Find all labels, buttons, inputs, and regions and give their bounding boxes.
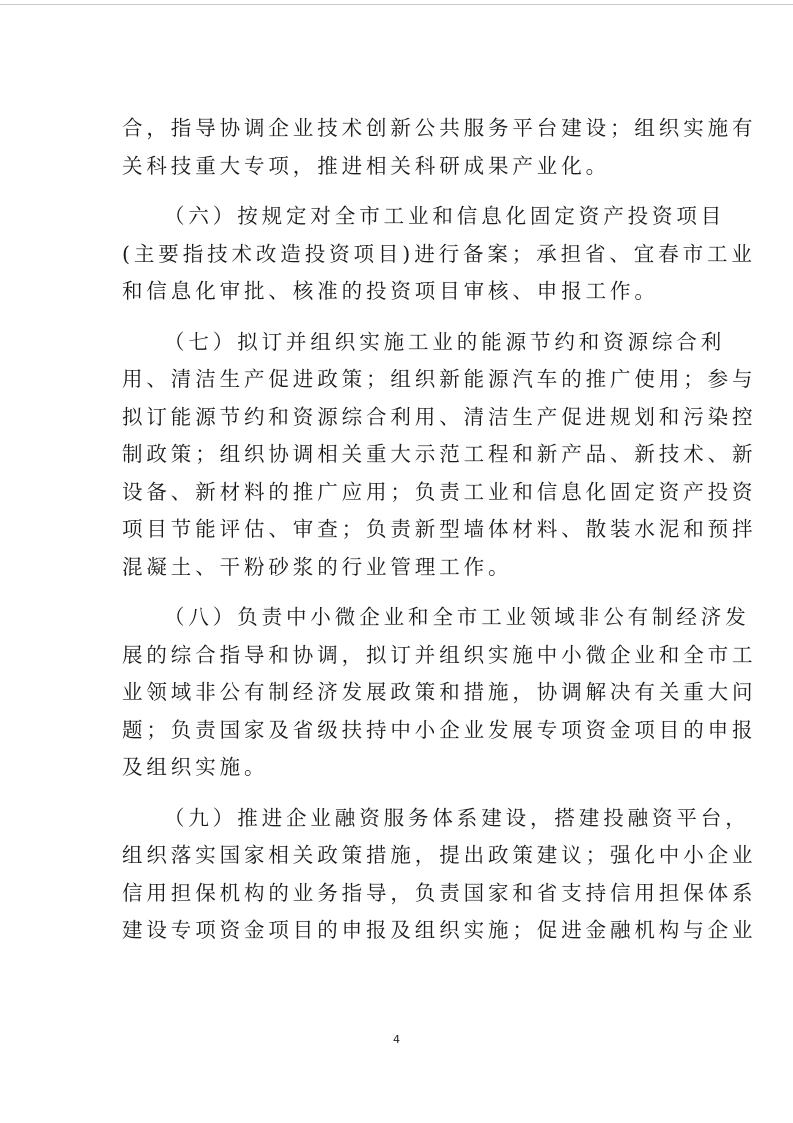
paragraph-item-7 [122, 324, 757, 587]
text-line: 及组织实施。 [122, 755, 269, 779]
text-line: 建设专项资金项目的申报及组织实施；促进金融机构与企业 [122, 918, 757, 942]
paragraph-item-8 [122, 599, 757, 787]
text-line: 展的综合指导和协调，拟订并组织实施中小微企业和全市工 [122, 642, 757, 667]
paragraph-item-6 [122, 198, 756, 311]
text-line: （七）拟订并组织实施工业的能源节约和资源综合利 [164, 329, 726, 354]
text-line: 合，指导协调企业技术创新公共服务平台建设；组织实施有 [122, 116, 757, 140]
text-line: 制政策；组织协调相关重大示范工程和新产品、新技术、新 [122, 442, 757, 466]
text-line: （九）推进企业融资服务体系建设，搭建投融资平台， [164, 805, 750, 830]
text-line: （六）按规定对全市工业和信息化固定资产投资项目 [164, 204, 726, 228]
top-rule [0, 4, 793, 5]
text-line: 设备、新材料的推广应用；负责工业和信息化固定资产投资 [122, 479, 757, 504]
text-line: （八）负责中小微企业和全市工业领域非公有制经济发 [164, 605, 750, 629]
text-line: 组织落实国家相关政策措施，提出政策建议；强化中小企业 [122, 843, 757, 867]
text-line: 题；负责国家及省级扶持中小企业发展专项资金项目的申报 [122, 717, 757, 742]
text-line: 混凝土、干粉砂浆的行业管理工作。 [122, 554, 513, 579]
document-body [122, 110, 757, 963]
text-line: 和信息化审批、核准的投资项目审核、申报工作。 [122, 279, 659, 303]
paragraph-continuation [122, 110, 757, 185]
page-number: 4 [393, 1033, 400, 1046]
text-line: 业领域非公有制经济发展政策和措施，协调解决有关重大问 [122, 680, 757, 704]
text-line: 关科技重大专项，推进相关科研成果产业化。 [122, 153, 610, 178]
paragraph-item-9 [122, 800, 757, 950]
text-line: 信用担保机构的业务指导，负责国家和省支持信用担保体系 [122, 880, 757, 905]
text-line: 用、清洁生产促进政策；组织新能源汽车的推广使用；参与 [122, 367, 757, 391]
text-line: (主要指技术改造投资项目)进行备案；承担省、宜春市工业 [122, 241, 756, 266]
text-line: 项目节能评估、审查；负责新型墙体材料、散装水泥和预拌 [122, 517, 757, 541]
text-line: 拟订能源节约和资源综合利用、清洁生产促进规划和污染控 [122, 404, 757, 429]
